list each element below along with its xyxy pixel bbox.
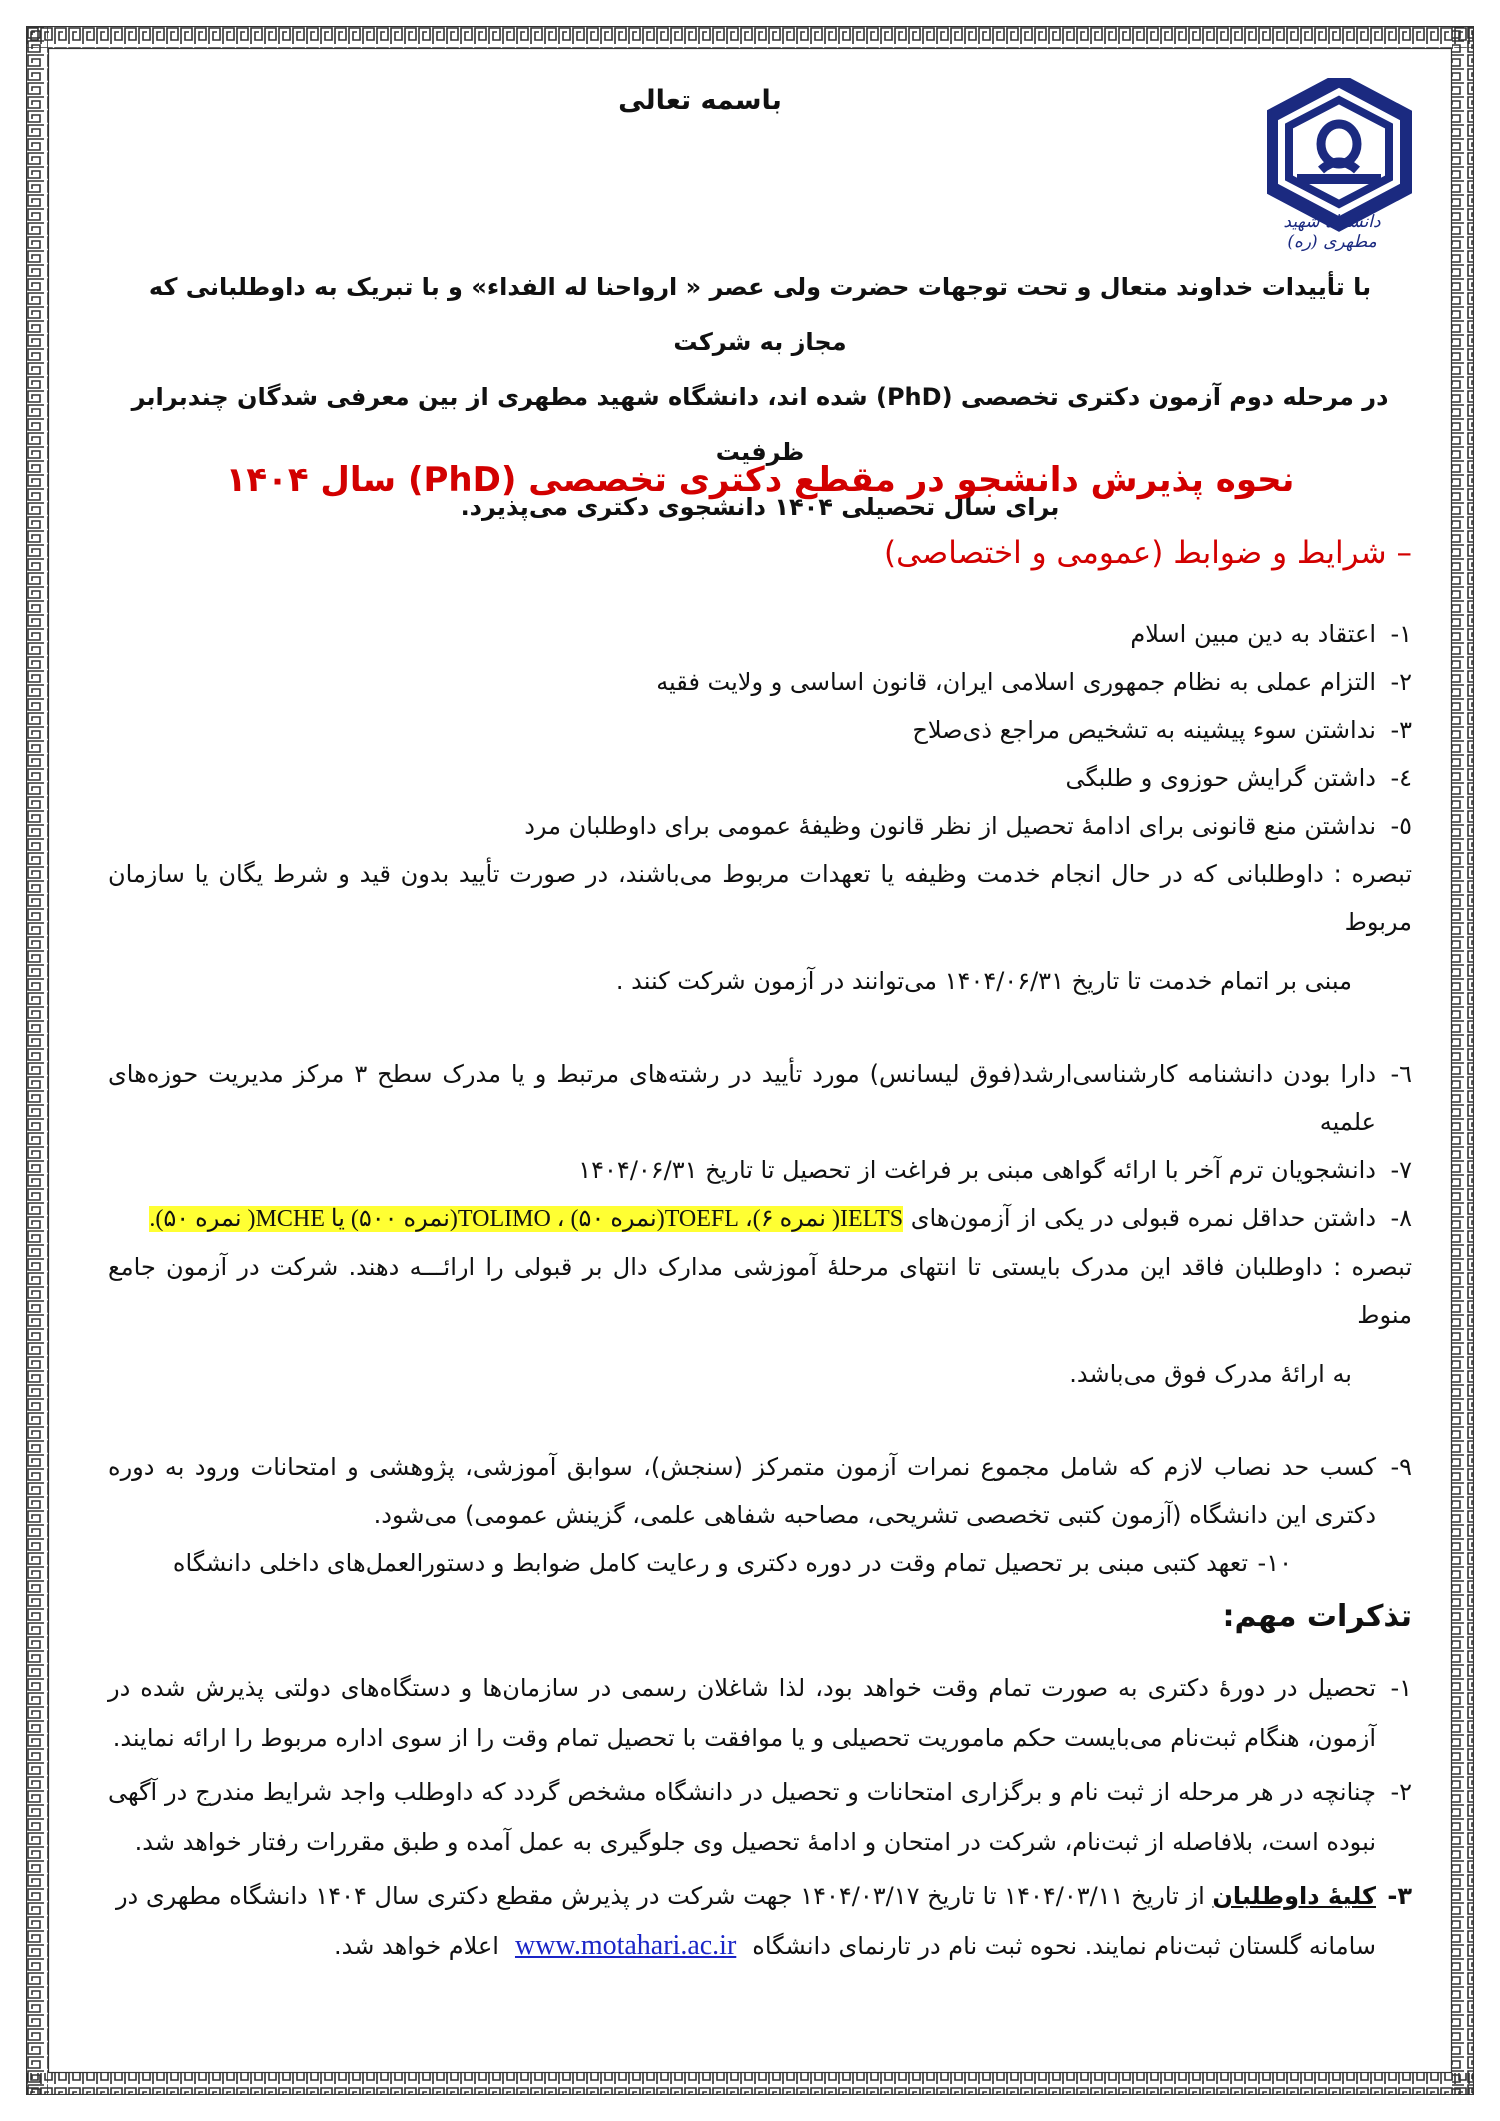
- spacer: [108, 1016, 1412, 1050]
- item-text: دارا بودن دانشنامه کارشناسی‌ارشد(فوق لیسانس) مورد تأیید در رشته‌های مرتبط و یا مدرک سطح ۳ مرکز مدیریت حوزه‌های علمیه: [108, 1060, 1377, 1136]
- list-item: [108, 1871, 1412, 1971]
- list-item: [108, 610, 1412, 658]
- item-number: ٦-: [1390, 1060, 1412, 1088]
- item-number: ۹-: [1390, 1453, 1412, 1481]
- list-item: [108, 1050, 1412, 1146]
- list-item: [108, 706, 1412, 754]
- item-text: [108, 1194, 1376, 1243]
- notes-heading: تذکرات مهم:: [1222, 1599, 1412, 1634]
- item-text: دانشجویان ترم آخر با ارائه گواهی مبنی بر فراغت از تحصیل تا تاریخ ۱۴۰۴/۰۶/۳۱: [578, 1156, 1376, 1184]
- list-item: [108, 1767, 1412, 1867]
- list-item: [108, 802, 1412, 850]
- logo-caption: دانشگاه شهید مطهری (ره): [1283, 212, 1381, 252]
- registration-dates-text: از تاریخ ۱۴۰۴/۰۳/۱۱ تا تاریخ ۱۴۰۴/۰۳/۱۷ جهت شرکت در پذیرش مقطع دکتری سال ۱۴۰۴ دانشگاه مطهری در: [115, 1882, 1213, 1910]
- item-number: ٤-: [1390, 764, 1412, 792]
- item-text: نداشتن سوء پیشینه به تشخیص مراجع ذی‌صلاح: [912, 716, 1376, 744]
- item-text: چنانچه در هر مرحله از ثبت نام و برگزاری امتحانات و تحصیل در دانشگاه مشخص گردد که داوطلب واجد شرایط مندرج در آگهی نبوده است، بلافاصله از ثبت‌نام، شرکت در امتحان و ادامهٔ تحصیل وی جلوگیری به عمل آمده و طبق مقررات رفتار خواهد شد.: [108, 1778, 1376, 1856]
- note-line: تبصره : داوطلبانی که در حال انجام خدمت وظیفه یا تعهدات مربوط می‌باشند، در صورت تأیید بدون قید و شرط یگان یا سازمان مربوط: [108, 860, 1412, 936]
- item-number: ۲-: [1390, 1778, 1412, 1806]
- section-heading: – شرایط و ضوابط (عمومی و اختصاصی): [884, 535, 1412, 571]
- item-text-prefix: داشتن حداقل نمره قبولی در یکی از آزمون‌های: [903, 1204, 1376, 1232]
- item-text: اعتقاد به دین مبین اسلام: [1130, 620, 1376, 648]
- list-item: [108, 1443, 1412, 1539]
- item-text: [108, 1871, 1376, 1971]
- item-number: ٥-: [1390, 812, 1412, 840]
- item-number: ۱-: [1390, 620, 1412, 648]
- note-paragraph: [108, 1243, 1412, 1409]
- item-text: التزام عملی به نظام جمهوری اسلامی ایران، قانون اساسی و ولایت فقیه: [656, 668, 1376, 696]
- spacer: [108, 1409, 1412, 1443]
- list-item: [108, 1146, 1412, 1194]
- item-number: ۱-: [1390, 1674, 1412, 1702]
- note-paragraph: [108, 850, 1412, 1016]
- list-item: [108, 1663, 1412, 1763]
- list-item: [108, 754, 1412, 802]
- item-number: ۱۰-: [1257, 1549, 1292, 1577]
- intro-line: با تأییدات خداوند متعال و تحت توجهات حضرت ولی عصر « ارواحنا له الفداء» و با تبریک به داوطلبانی که مجاز به شرکت: [148, 273, 1372, 356]
- item-number: ۳-: [1387, 1882, 1412, 1910]
- item-number: ۲-: [1390, 668, 1412, 696]
- main-headline: نحوه پذیرش دانشجو در مقطع دکتری تخصصی (PhD) سال ۱۴۰۴: [225, 460, 1295, 500]
- item-text: تعهد کتبی مبنی بر تحصیل تمام وقت در دوره دکتری و رعایت کامل ضوابط و دستورالعمل‌های داخلی دانشگاه: [172, 1549, 1248, 1577]
- exam-scores-highlight: IELTS( نمره ۶)، TOEFL(نمره ۵۰) ، TOLIMO(نمره ۵۰۰) یا MCHE( نمره ۵۰).: [149, 1206, 904, 1232]
- list-item: [108, 1539, 1412, 1587]
- announcement-text: اعلام خواهد شد.: [334, 1932, 499, 1960]
- item-text: داشتن گرایش حوزوی و طلبگی: [1065, 764, 1376, 792]
- item-number: ۸-: [1390, 1204, 1412, 1232]
- item-number: ۷-: [1390, 1156, 1412, 1184]
- university-website-link[interactable]: www.motahari.ac.ir: [514, 1930, 737, 1961]
- registration-system-text: سامانه گلستان ثبت‌نام نمایند. نحوه ثبت نام در تارنمای دانشگاه: [752, 1932, 1376, 1960]
- list-item: [108, 658, 1412, 706]
- item-text: نداشتن منع قانونی برای ادامهٔ تحصیل از نظر قانون وظیفهٔ عمومی برای داوطلبان مرد: [524, 812, 1376, 840]
- note-line: تبصره : داوطلبان فاقد این مدرک بایستی تا انتهای مرحلهٔ آموزشی مدارک دال بر قبولی را ارائـــه دهند. شرکت در آزمون جامع منوط: [108, 1253, 1412, 1329]
- bismillah-heading: باسمه تعالی: [618, 85, 782, 116]
- item-number: ۳-: [1390, 716, 1412, 744]
- intro-line: در مرحله دوم آزمون دکتری تخصصی (PhD) شده اند، دانشگاه شهید مطهری از بین معرفی شدگان چندبرابر ظرفیت: [131, 383, 1389, 466]
- item-text: تحصیل در دورهٔ دکتری به صورت تمام وقت خواهد بود، لذا شاغلان رسمی در سازمان‌ها و دستگاه‌های دولتی پذیرش شده در آزمون، هنگام ثبت‌نام می‌بایست حکم ماموریت تحصیلی و یا موافقت با تحصیل تمام وقت را از سوی اداره مربوط را ارائه نمایند.: [108, 1674, 1376, 1752]
- list-item: [108, 1194, 1412, 1243]
- all-candidates-label: کلیهٔ داوطلبان: [1212, 1882, 1376, 1910]
- item-text: کسب حد نصاب لازم که شامل مجموع نمرات آزمون متمرکز (سنجش)، سوابق آموزشی، پژوهشی و امتحانات ورود به دوره دکتری این دانشگاه (آزمون کتبی تخصصی تشریحی، مصاحبه شفاهی علمی، گزینش عمومی) می‌شود.: [108, 1453, 1376, 1529]
- note-line: مبنی بر اتمام خدمت تا تاریخ ۱۴۰۴/۰۶/۳۱ می‌توانند در آزمون شرکت کنند .: [615, 967, 1352, 995]
- note-line: به ارائهٔ مدرک فوق می‌باشد.: [1069, 1360, 1352, 1388]
- intro-line: برای سال تحصیلی ۱۴۰۴ دانشجوی دکتری می‌پذیرد.: [460, 493, 1060, 521]
- conditions-list: [108, 610, 1412, 1971]
- document-content: [108, 70, 1412, 2061]
